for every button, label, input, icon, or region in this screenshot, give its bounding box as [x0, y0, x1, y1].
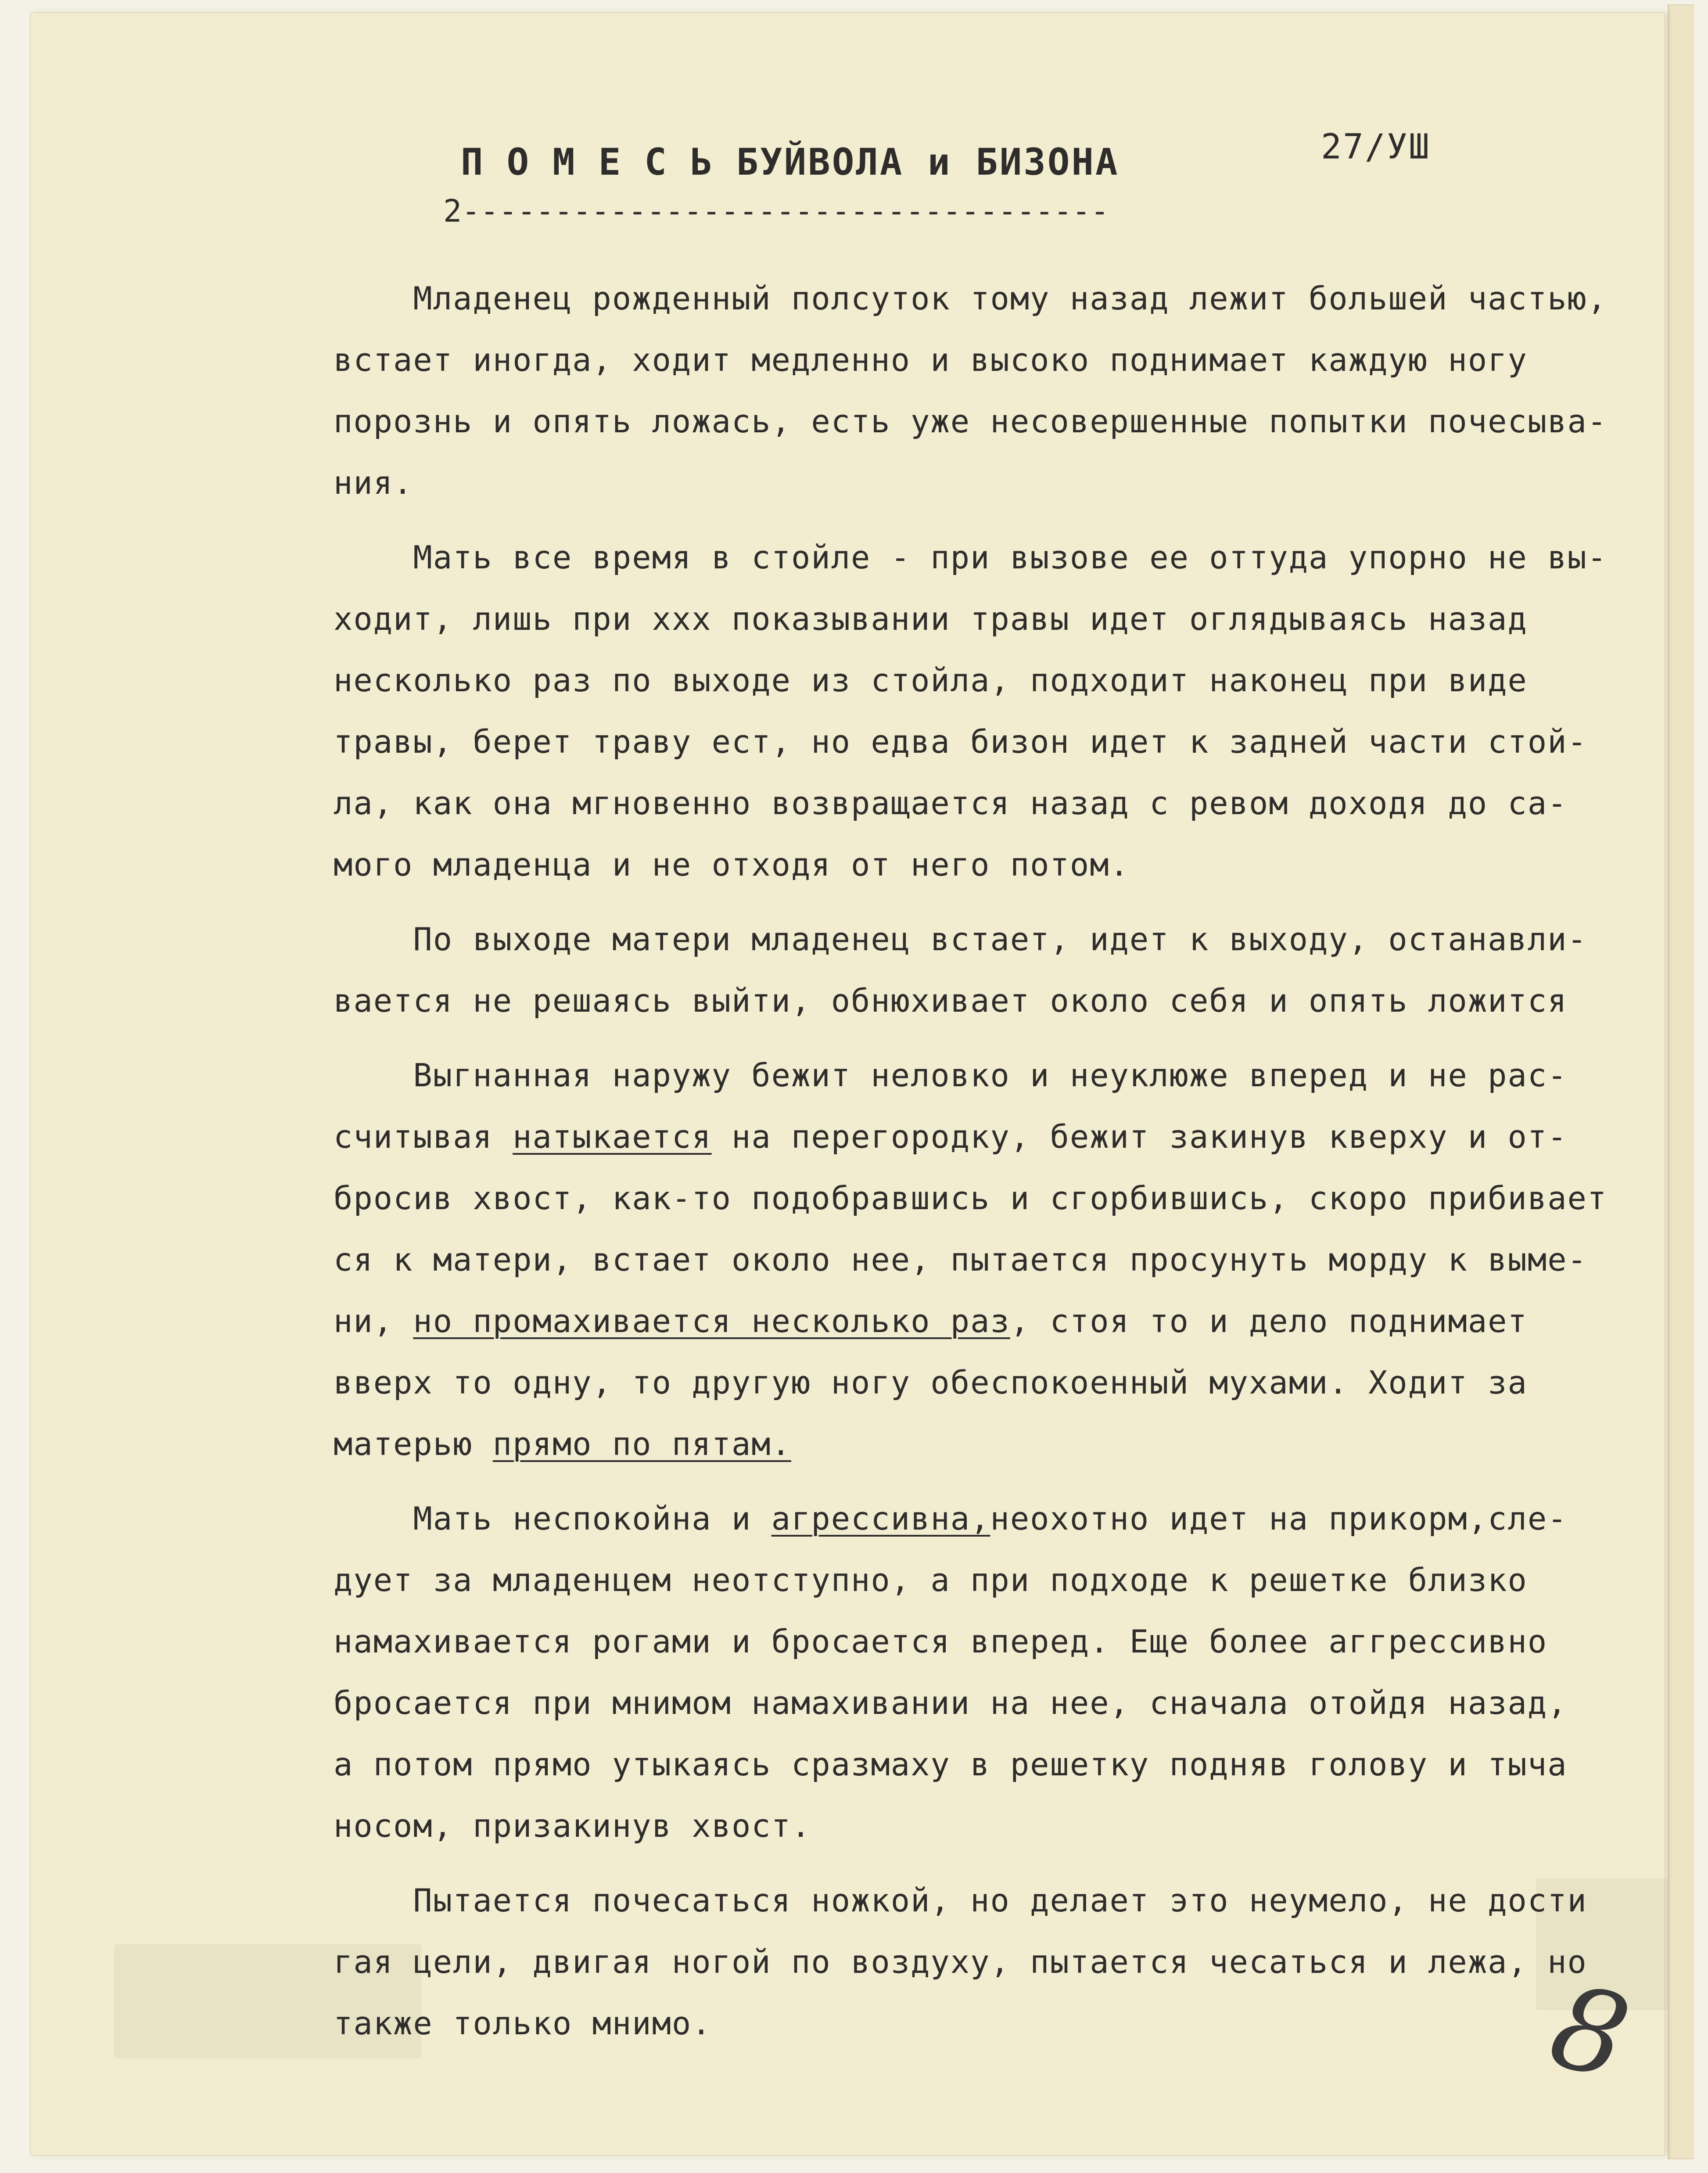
paragraph-gap	[334, 514, 1606, 527]
text-line: мого младенца и не отходя от него потом.	[334, 846, 1130, 883]
text-line: бросается при мнимом намахивании на нее, сначала отойдя назад,	[334, 1685, 1568, 1721]
line-text: матерью	[334, 1426, 493, 1462]
text-line: гая цели, двигая ногой по воздуху, пытается чесаться и лежа, но	[334, 1943, 1587, 1980]
text-line: вается не решаясь выйти, обнюхивает около себя и опять ложится	[334, 982, 1568, 1019]
text-line: порознь и опять ложась, есть уже несовершенные попытки почесыва-	[334, 403, 1608, 440]
text-line: Мать все время в стойле - при вызове ее оттуда упорно не вы-	[334, 539, 1608, 576]
line-text: на перегородку, бежит закинув кверху и от-	[711, 1118, 1568, 1155]
paragraph-gap	[334, 1857, 1606, 1870]
text-line: вверх то одну, то другую ногу обеспокоенный мухами. Ходит за	[334, 1364, 1528, 1401]
text-line: а потом прямо утыкаясь сразмаху в решетку подняв голову и тыча	[334, 1746, 1568, 1783]
text-line: Младенец рожденный полсуток тому назад лежит большей частью,	[334, 280, 1608, 317]
underlined-phrase: агрессивна,	[771, 1500, 990, 1537]
underlined-phrase: прямо по пятам.	[492, 1426, 791, 1462]
text-line: ния.	[334, 464, 413, 501]
text-line: травы, берет траву ест, но едва бизон идет к задней части стой-	[334, 723, 1587, 760]
title-underline-rule: 2-----------------------------------	[443, 193, 1109, 229]
line-text: считывая	[334, 1118, 513, 1155]
paragraph-gap	[334, 895, 1606, 909]
text-line: Пытается почесаться ножкой, но делает это неумело, не дости	[334, 1882, 1587, 1919]
document-date: 27/УШ	[1321, 127, 1431, 167]
document-body	[334, 268, 1606, 2054]
underlined-phrase: натыкается	[513, 1118, 712, 1155]
underlined-phrase: но промахивается несколько раз	[413, 1303, 1010, 1340]
document-title	[461, 140, 1120, 183]
text-line: ходит, лишь при ххх показывании травы идет оглядываясь назад	[334, 600, 1528, 637]
text-line: носом, призакинув хвост.	[334, 1807, 811, 1844]
line-text: Мать неспокойна и	[334, 1500, 771, 1537]
text-line: встает иногда, ходит медленно и высоко поднимает каждую ногу	[334, 341, 1528, 378]
text-line: По выходе матери младенец встает, идет к выходу, останавли-	[334, 921, 1587, 958]
underlying-sheet-edge	[1668, 4, 1694, 2159]
text-line: Выгнанная наружу бежит неловко и неуклюже вперед и не рас-	[334, 1057, 1568, 1094]
title-rest: БУЙВОЛА и БИЗОНА	[736, 140, 1120, 183]
text-line	[334, 1413, 1606, 1475]
text-line: ся к матери, встает около нее, пытается просунуть морду к выме-	[334, 1241, 1587, 1278]
text-line: ла, как она мгновенно возвращается назад с ревом доходя до са-	[334, 785, 1568, 822]
text-line	[334, 1290, 1606, 1352]
handwritten-page-number: 8	[1538, 1959, 1641, 2106]
line-text: неохотно идет на прикорм,сле-	[990, 1500, 1568, 1537]
text-line: намахивается рогами и бросается вперед. Еще более аггрессивно	[334, 1623, 1548, 1660]
paragraph-gap	[334, 1031, 1606, 1045]
text-line: бросив хвост, как-то подобравшись и сгорбившись, скоро прибивает	[334, 1180, 1608, 1217]
line-text: ни,	[334, 1303, 413, 1340]
text-line: дует за младенцем неотступно, а при подходе к решетке близко	[334, 1562, 1528, 1598]
line-text: , стоя то и дело поднимает	[1010, 1303, 1528, 1340]
text-line: несколько раз по выходе из стойла, подходит наконец при виде	[334, 662, 1528, 699]
paragraph-gap	[334, 1475, 1606, 1488]
text-line: также только мнимо.	[334, 2005, 712, 2042]
text-line	[334, 1488, 1606, 1549]
title-spaced-word: ПОМЕСЬ	[461, 140, 736, 183]
text-line	[334, 1106, 1606, 1167]
